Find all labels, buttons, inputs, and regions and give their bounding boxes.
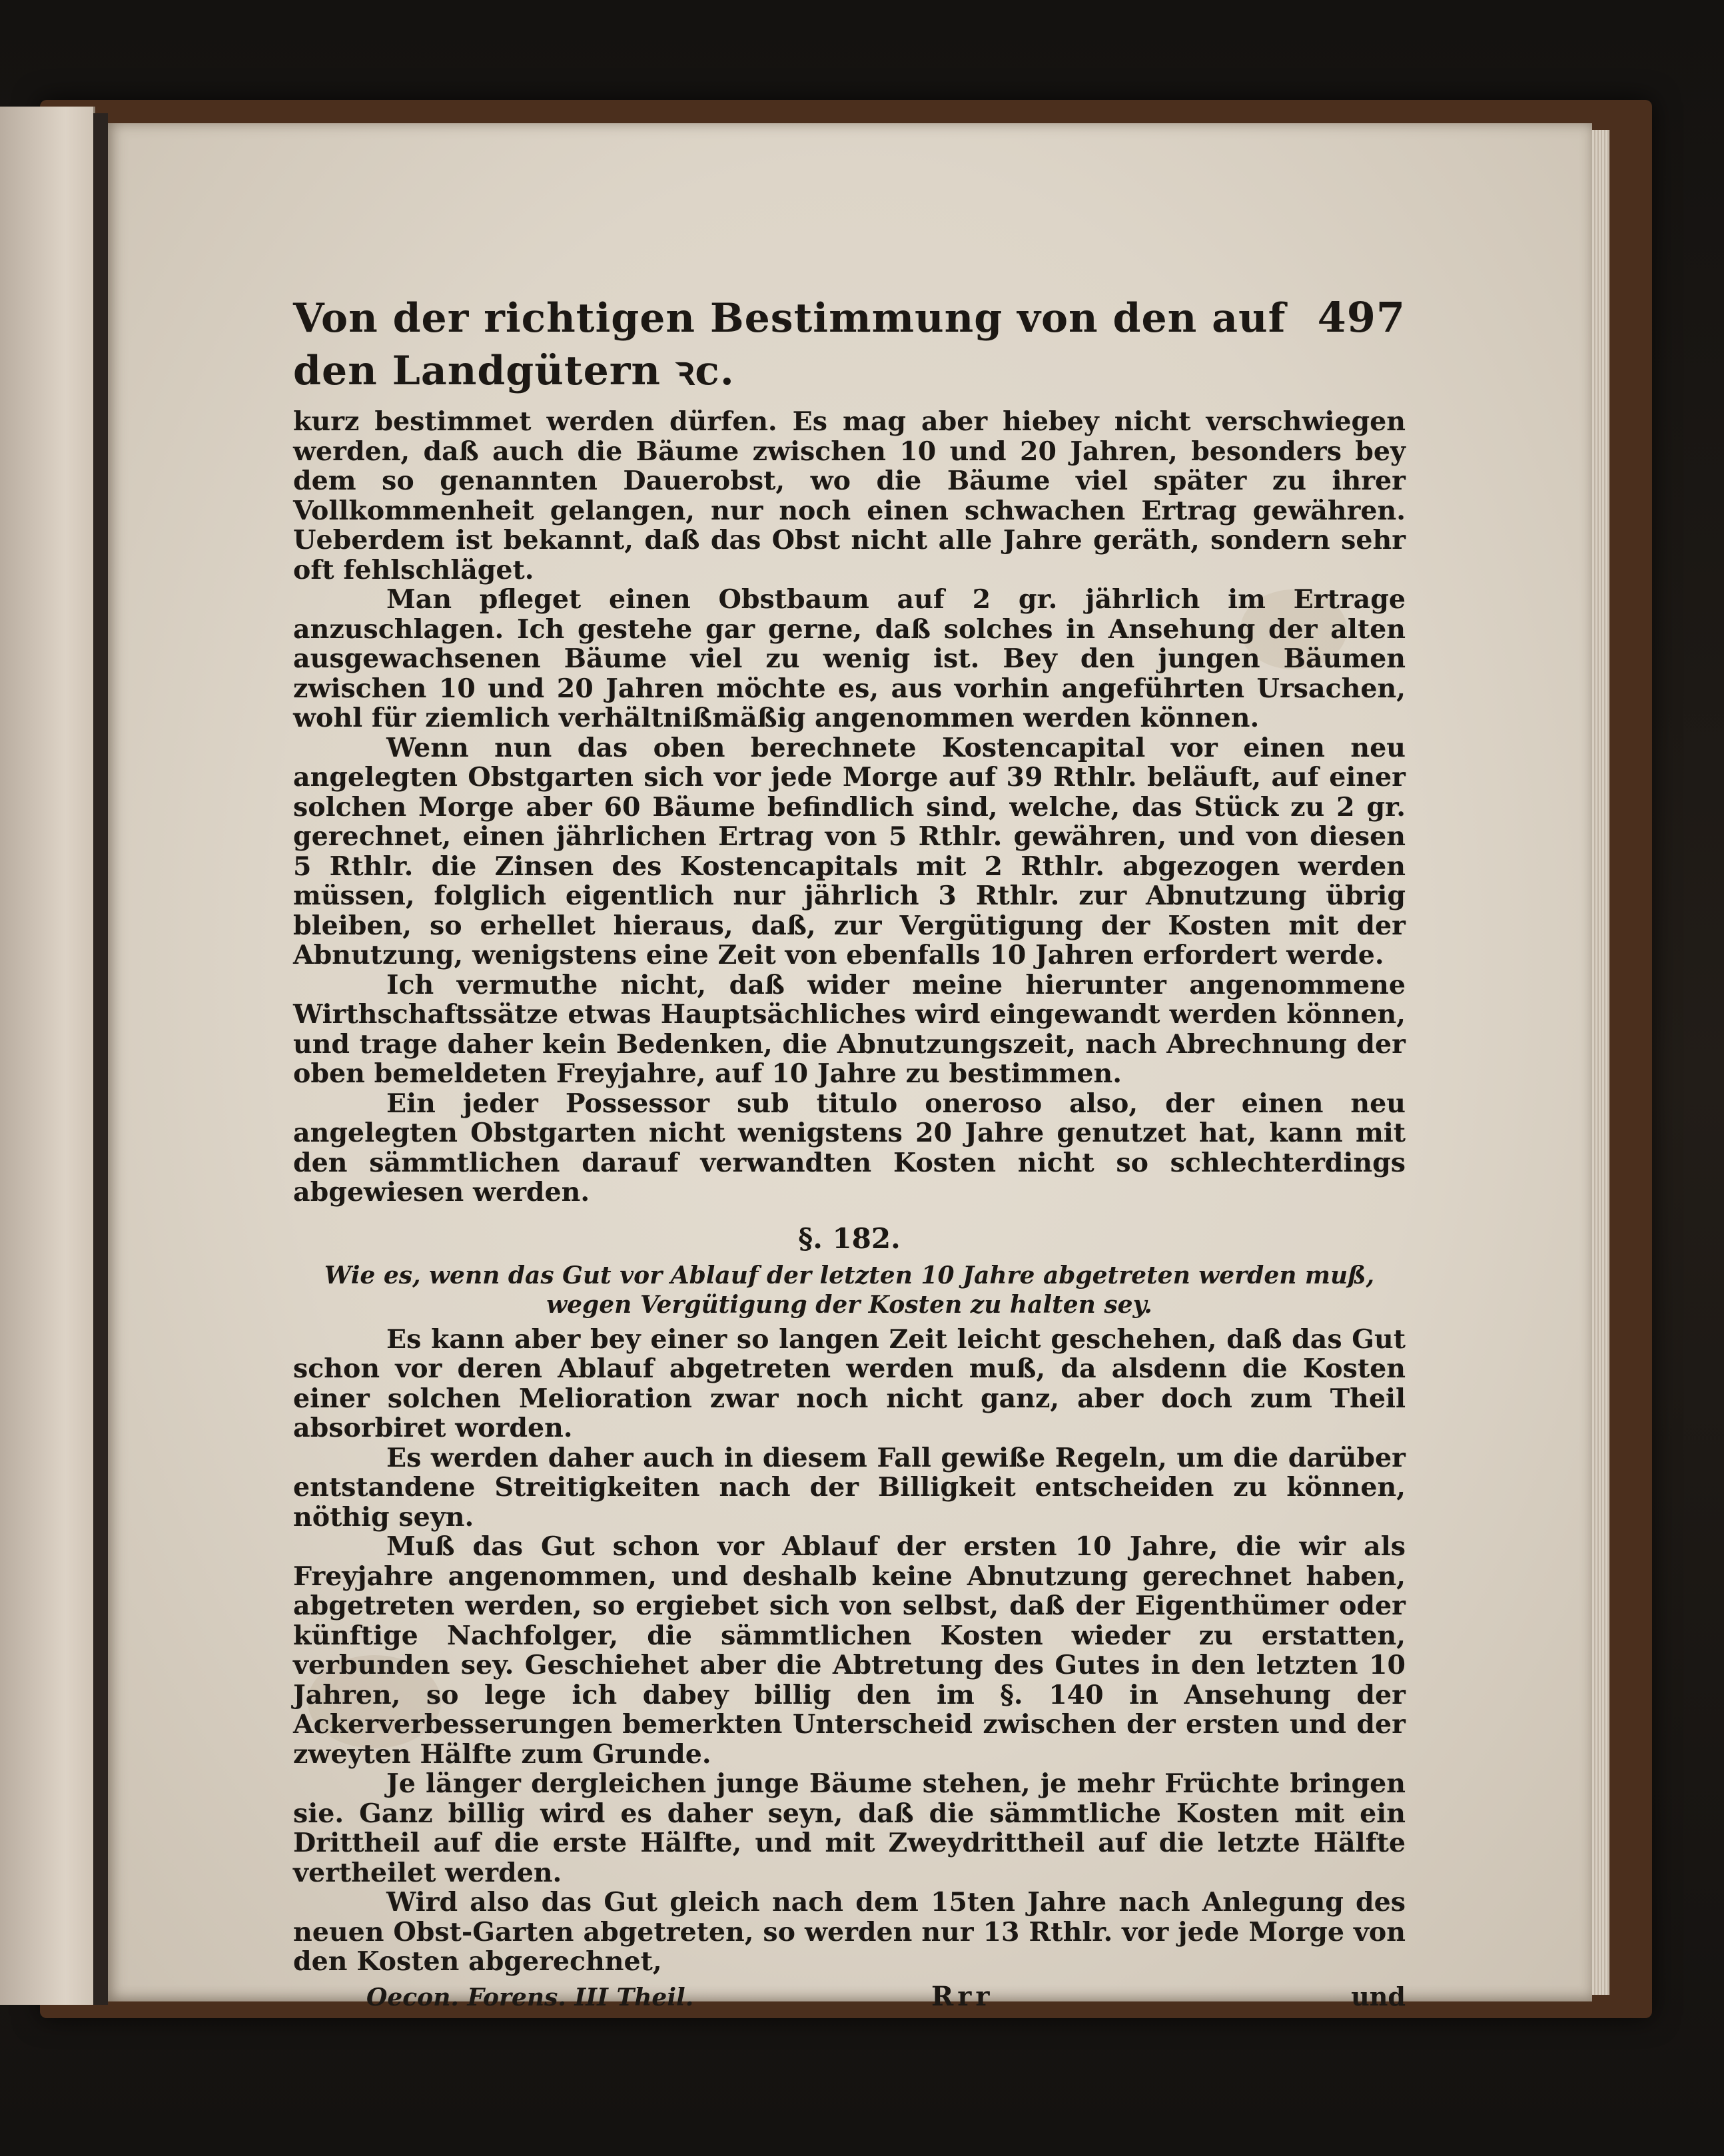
section-title: Wie es, wenn das Gut vor Ablauf der letzten 10 Jahre abgetreten werden muß, wegen Vergütigung der Kosten zu halten sey. (324, 1261, 1375, 1319)
paragraph: Es kann aber bey einer so langen Zeit leicht geschehen, daß das Gut schon vor deren Ablauf abgetreten werden muß, da alsdenn die Kosten einer solchen Melioration zwar noch nicht ganz, aber doch zum Theil absorbiret worden. (293, 1323, 1406, 1443)
page-number: 497 (1317, 293, 1406, 342)
running-head (293, 293, 1406, 396)
paragraph: Ein jeder Possessor sub titulo oneroso also, der einen neu angelegten Obstgarten nicht wenigstens 20 Jahre genutzet hat, kann mit den sämmtlichen darauf verwandten Kosten nicht so schlechterdings abgewiesen werden. (293, 1088, 1406, 1208)
running-head-title: Von der richtigen Bestimmung von den auf den Landgütern ꝛc. (293, 295, 1286, 394)
paragraph: Ich vermuthe nicht, daß wider meine hierunter angenommene Wirthschaftssätze etwas Hauptsächliches wird eingewandt werden können, und trage daher kein Bedenken, die Abnutzungszeit, nach Abrechnung der oben bemeldeten Freyjahre, auf 10 Jahre zu bestimmen. (293, 969, 1406, 1089)
page-edges (1592, 130, 1609, 1995)
paragraph: Muß das Gut schon vor Ablauf der ersten 10 Jahre, die wir als Freyjahre angenommen, und deshalb keine Abnutzung gerechnet haben, abgetreten werden, so ergiebet sich von selbst, daß der Eigenthümer oder künftige Nachfolger, die sämmtlichen Kosten wieder zu erstatten, verbunden sey. Geschiehet aber die Abtretung des Gutes in den letzten 10 Jahren, so lege ich dabey billig den im §. 140 in Ansehung der Ackerverbesserungen bemerkten Unterscheid zwischen der ersten und der zweyten Hälfte zum Grunde. (293, 1531, 1406, 1770)
left-page-edge (0, 107, 95, 2005)
catchword: und (1351, 1981, 1406, 2011)
series-title: Oecon. Forens. III Theil. (366, 1983, 694, 2011)
book-gutter (93, 113, 108, 2005)
paragraph: Man pfleget einen Obstbaum auf 2 gr. jährlich im Ertrage anzuschlagen. Ich gestehe gar gerne, daß solches in Ansehung der alten ausgewachsenen Bäume viel zu wenig ist. Bey den jungen Bäumen zwischen 10 und 20 Jahren möchte es, aus vorhin angeführten Ursachen, wohl für ziemlich verhältnißmäßig angenommen werden können. (293, 584, 1406, 733)
paragraph: Es werden daher auch in diesem Fall gewiße Regeln, um die darüber entstandene Streitigkeiten nach der Billigkeit entscheiden zu können, nöthig seyn. (293, 1442, 1406, 1533)
paragraph: Je länger dergleichen junge Bäume stehen, je mehr Früchte bringen sie. Ganz billig wird es daher seyn, daß die sämmtliche Kosten mit ein Drittheil auf die erste Hälfte, und mit Zweydrittheil auf die letzte Hälfte vertheilet werden. (293, 1768, 1406, 1888)
paragraph: kurz bestimmet werden dürfen. Es mag aber hiebey nicht verschwiegen werden, daß auch die Bäume zwischen 10 und 20 Jahren, besonders bey dem so genannten Dauerobst, wo die Bäume viel später zu ihrer Vollkommenheit gelangen, nur noch einen schwachen Ertrag gewähren. Ueberdem ist bekannt, daß das Obst nicht alle Jahre geräth, sondern sehr oft fehlschläget. (293, 406, 1406, 585)
page-content (293, 293, 1406, 2012)
paragraph: Wenn nun das oben berechnete Kostencapital vor einen neu angelegten Obstgarten sich vor jede Morge auf 39 Rthlr. beläuft, auf einer solchen Morge aber 60 Bäume befindlich sind, welche, das Stück zu 2 gr. gerechnet, einen jährlichen Ertrag von 5 Rthlr. gewähren, und von diesen 5 Rthlr. die Zinsen des Kostencapitals mit 2 Rthlr. abgezogen werden müssen, folglich eigentlich nur jährlich 3 Rthlr. zur Abnutzung übrig bleiben, so erhellet hieraus, daß, zur Vergütigung der Kosten mit der Abnutzung, wenigstens eine Zeit von ebenfalls 10 Jahren erfordert werde. (293, 732, 1406, 970)
paragraph: Wird also das Gut gleich nach dem 15ten Jahre nach Anlegung des neuen Obst-Garten abgetreten, so werden nur 13 Rthlr. vor jede Morge von den Kosten abgerechnet, (293, 1887, 1406, 1977)
page-footer (293, 1981, 1406, 2012)
signature-mark: Rrr (931, 1980, 994, 2012)
section-number: §. 182. (798, 1222, 901, 1255)
